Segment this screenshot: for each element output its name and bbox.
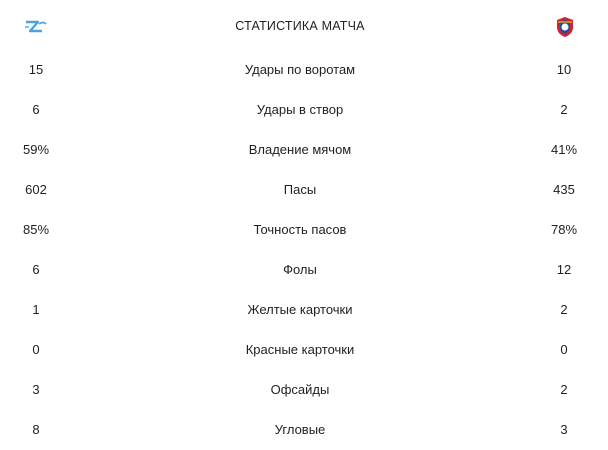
home-value: 85%	[22, 222, 50, 237]
stat-label: Красные карточки	[245, 342, 355, 357]
stat-label: Точность пасов	[253, 222, 347, 237]
home-value: 3	[32, 382, 40, 397]
stat-label: Владение мячом	[248, 142, 352, 157]
home-value: 8	[32, 422, 40, 437]
stats-header	[0, 6, 608, 46]
page-title: СТАТИСТИКА МАТЧА	[235, 19, 365, 33]
zenit-logo-icon	[23, 15, 49, 39]
stat-row-fouls	[0, 250, 608, 290]
stat-row-offsides	[0, 370, 608, 410]
stat-label: Удары в створ	[256, 102, 344, 117]
away-value: 2	[560, 302, 568, 317]
stat-row-shots	[0, 50, 608, 90]
stat-row-pass-accuracy	[0, 210, 608, 250]
cska-logo-icon	[552, 15, 578, 39]
stat-label: Удары по воротам	[244, 62, 356, 77]
stat-row-red-cards	[0, 330, 608, 370]
away-value: 2	[560, 102, 568, 117]
home-value: 6	[32, 102, 40, 117]
stat-label: Офсайды	[270, 382, 330, 397]
away-value: 2	[560, 382, 568, 397]
stat-label: Угловые	[274, 422, 326, 437]
away-value: 78%	[550, 222, 578, 237]
away-value: 0	[560, 342, 568, 357]
stat-row-corners	[0, 410, 608, 450]
stat-row-shots-on-target	[0, 90, 608, 130]
home-value: 6	[32, 262, 40, 277]
away-value: 12	[556, 262, 572, 277]
stat-label: Пасы	[283, 182, 317, 197]
away-value: 3	[560, 422, 568, 437]
stat-label: Желтые карточки	[247, 302, 353, 317]
home-value: 15	[28, 62, 44, 77]
away-value: 435	[553, 182, 575, 197]
home-value: 602	[25, 182, 47, 197]
away-value: 41%	[550, 142, 578, 157]
stat-row-yellow-cards	[0, 290, 608, 330]
away-value: 10	[556, 62, 572, 77]
stat-label: Фолы	[283, 262, 317, 277]
stat-row-passes	[0, 170, 608, 210]
home-value: 59%	[22, 142, 50, 157]
home-value: 0	[32, 342, 40, 357]
home-value: 1	[32, 302, 40, 317]
stat-row-possession	[0, 130, 608, 170]
